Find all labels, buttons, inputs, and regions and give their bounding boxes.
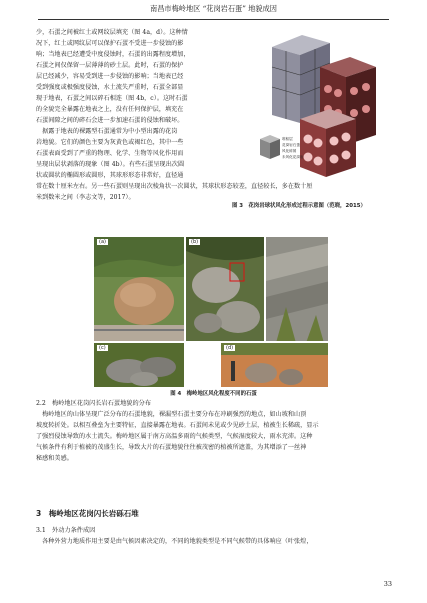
photo-b-inset: [265, 236, 329, 342]
photo-gap: [185, 342, 220, 388]
paragraph-1: 少，石蛋之间被红土或网纹层填充（图 4a，d）。这种情 况下，红土或网纹层可以保护石蛋不受进一步侵蚀的影 响；当地表已经遭受中度侵蚀时，石蛋的出露程度增加， 石蛋之间仅保留一层薄薄的砂土层。此时，石蛋的保护 层已经减少，容易受到进一步侵蚀的影响；当地表已经 受到强度或极强度侵蚀，水土流失严重时，石蛋全部显 现于地表，石蛋之间以碎石相连（图 4b，c）。这时石蛋 的全貌完全暴露在地表之上，没有任何保护层，填充在 石蛋间隙之间的碎石会进一步加速石蛋的侵蚀和破坏。: [36, 29, 190, 124]
photo-a: [93, 236, 185, 342]
paragraph-2-continued: 常在数十厘米左右。另一些石蛋则呈现出次棱角状一次圆状，其球状形态较差，直径较长，多在数十厘 米到数米之间（李志文等，2017）。: [36, 183, 313, 201]
svg-text:未风化花岗岩: 未风化花岗岩: [282, 155, 304, 159]
section-2-2-heading: 2.2 梅岭地区花岗闪长岩石蛋地貌的分布: [36, 400, 152, 407]
photo-d: [220, 342, 329, 388]
paragraph-2: 据露于地表的裸露型石蛋通常为中小型出露的花岗 岩地貌。它们的颜色主要为灰黄色或褐红色，其中一些 石蛋表面受到了严重的物理、化学、生物等风化作用而 呈现出层状剥落的现象（图 4b）。有些石蛋呈现出次圆 状或圆状的椭圆形或圆形，其球形形态非常好，直径通: [36, 128, 185, 179]
section-3-heading: 3 梅岭地区花岗闪长岩砾石堆: [36, 509, 139, 518]
panel-label-c: (c): [99, 345, 106, 351]
svg-text:堆积层: 堆积层: [282, 137, 293, 141]
paragraph-4: 各种外营力地质作用主要是由气候因素决定的，不同的地貌类型是不同气候带的具体响应（叶张煌，: [36, 538, 313, 545]
header-rule: [38, 19, 389, 20]
svg-text:花岗岩石蛋: 花岗岩石蛋: [282, 143, 300, 147]
paragraph-3: 梅岭地区的山体呈现广泛分布的石蛋地貌，裸漏型石蛋主要分布在冲刷强烈的地点，如山坡和山顶 坡度转折处。以相互叠垒为主要特征，直接暴露在地表。石蛋间未见或少见砂土层，植被生长稀疏，显示 了强烈侵蚀导致的水土流失。梅岭地区属于南方高温多雨的气候类型，气候湿度较大，雨水充沛。这种 气候条件有利于植被的茂盛生长，导致大片的石蛋地貌往往被茂密的植被所遮盖，为其增添了一丝神 秘感和美感。: [36, 411, 319, 462]
svg-text:风化碎屑: 风化碎屑: [282, 149, 297, 153]
page-number: 33: [383, 580, 392, 588]
section-3-1-heading: 3.1 外动力条件成因: [36, 527, 96, 534]
photo-c: [93, 342, 185, 388]
panel-label-b: (b): [191, 239, 199, 245]
panel-label-d: (d): [226, 345, 234, 351]
running-header: 南昌市梅岭地区 “花岗岩石蛋” 地貌成因: [150, 4, 277, 13]
panel-label-a: (a): [99, 239, 106, 245]
figure-4-caption: 图 4 梅岭地区风化程度不同的石蛋: [170, 391, 257, 397]
photo-b: [185, 236, 265, 342]
figure-3-illustration: [252, 27, 392, 189]
figure-3-caption: 图 3 花岗岩球状风化形成过程示意图（范晓，2015）: [232, 203, 366, 209]
